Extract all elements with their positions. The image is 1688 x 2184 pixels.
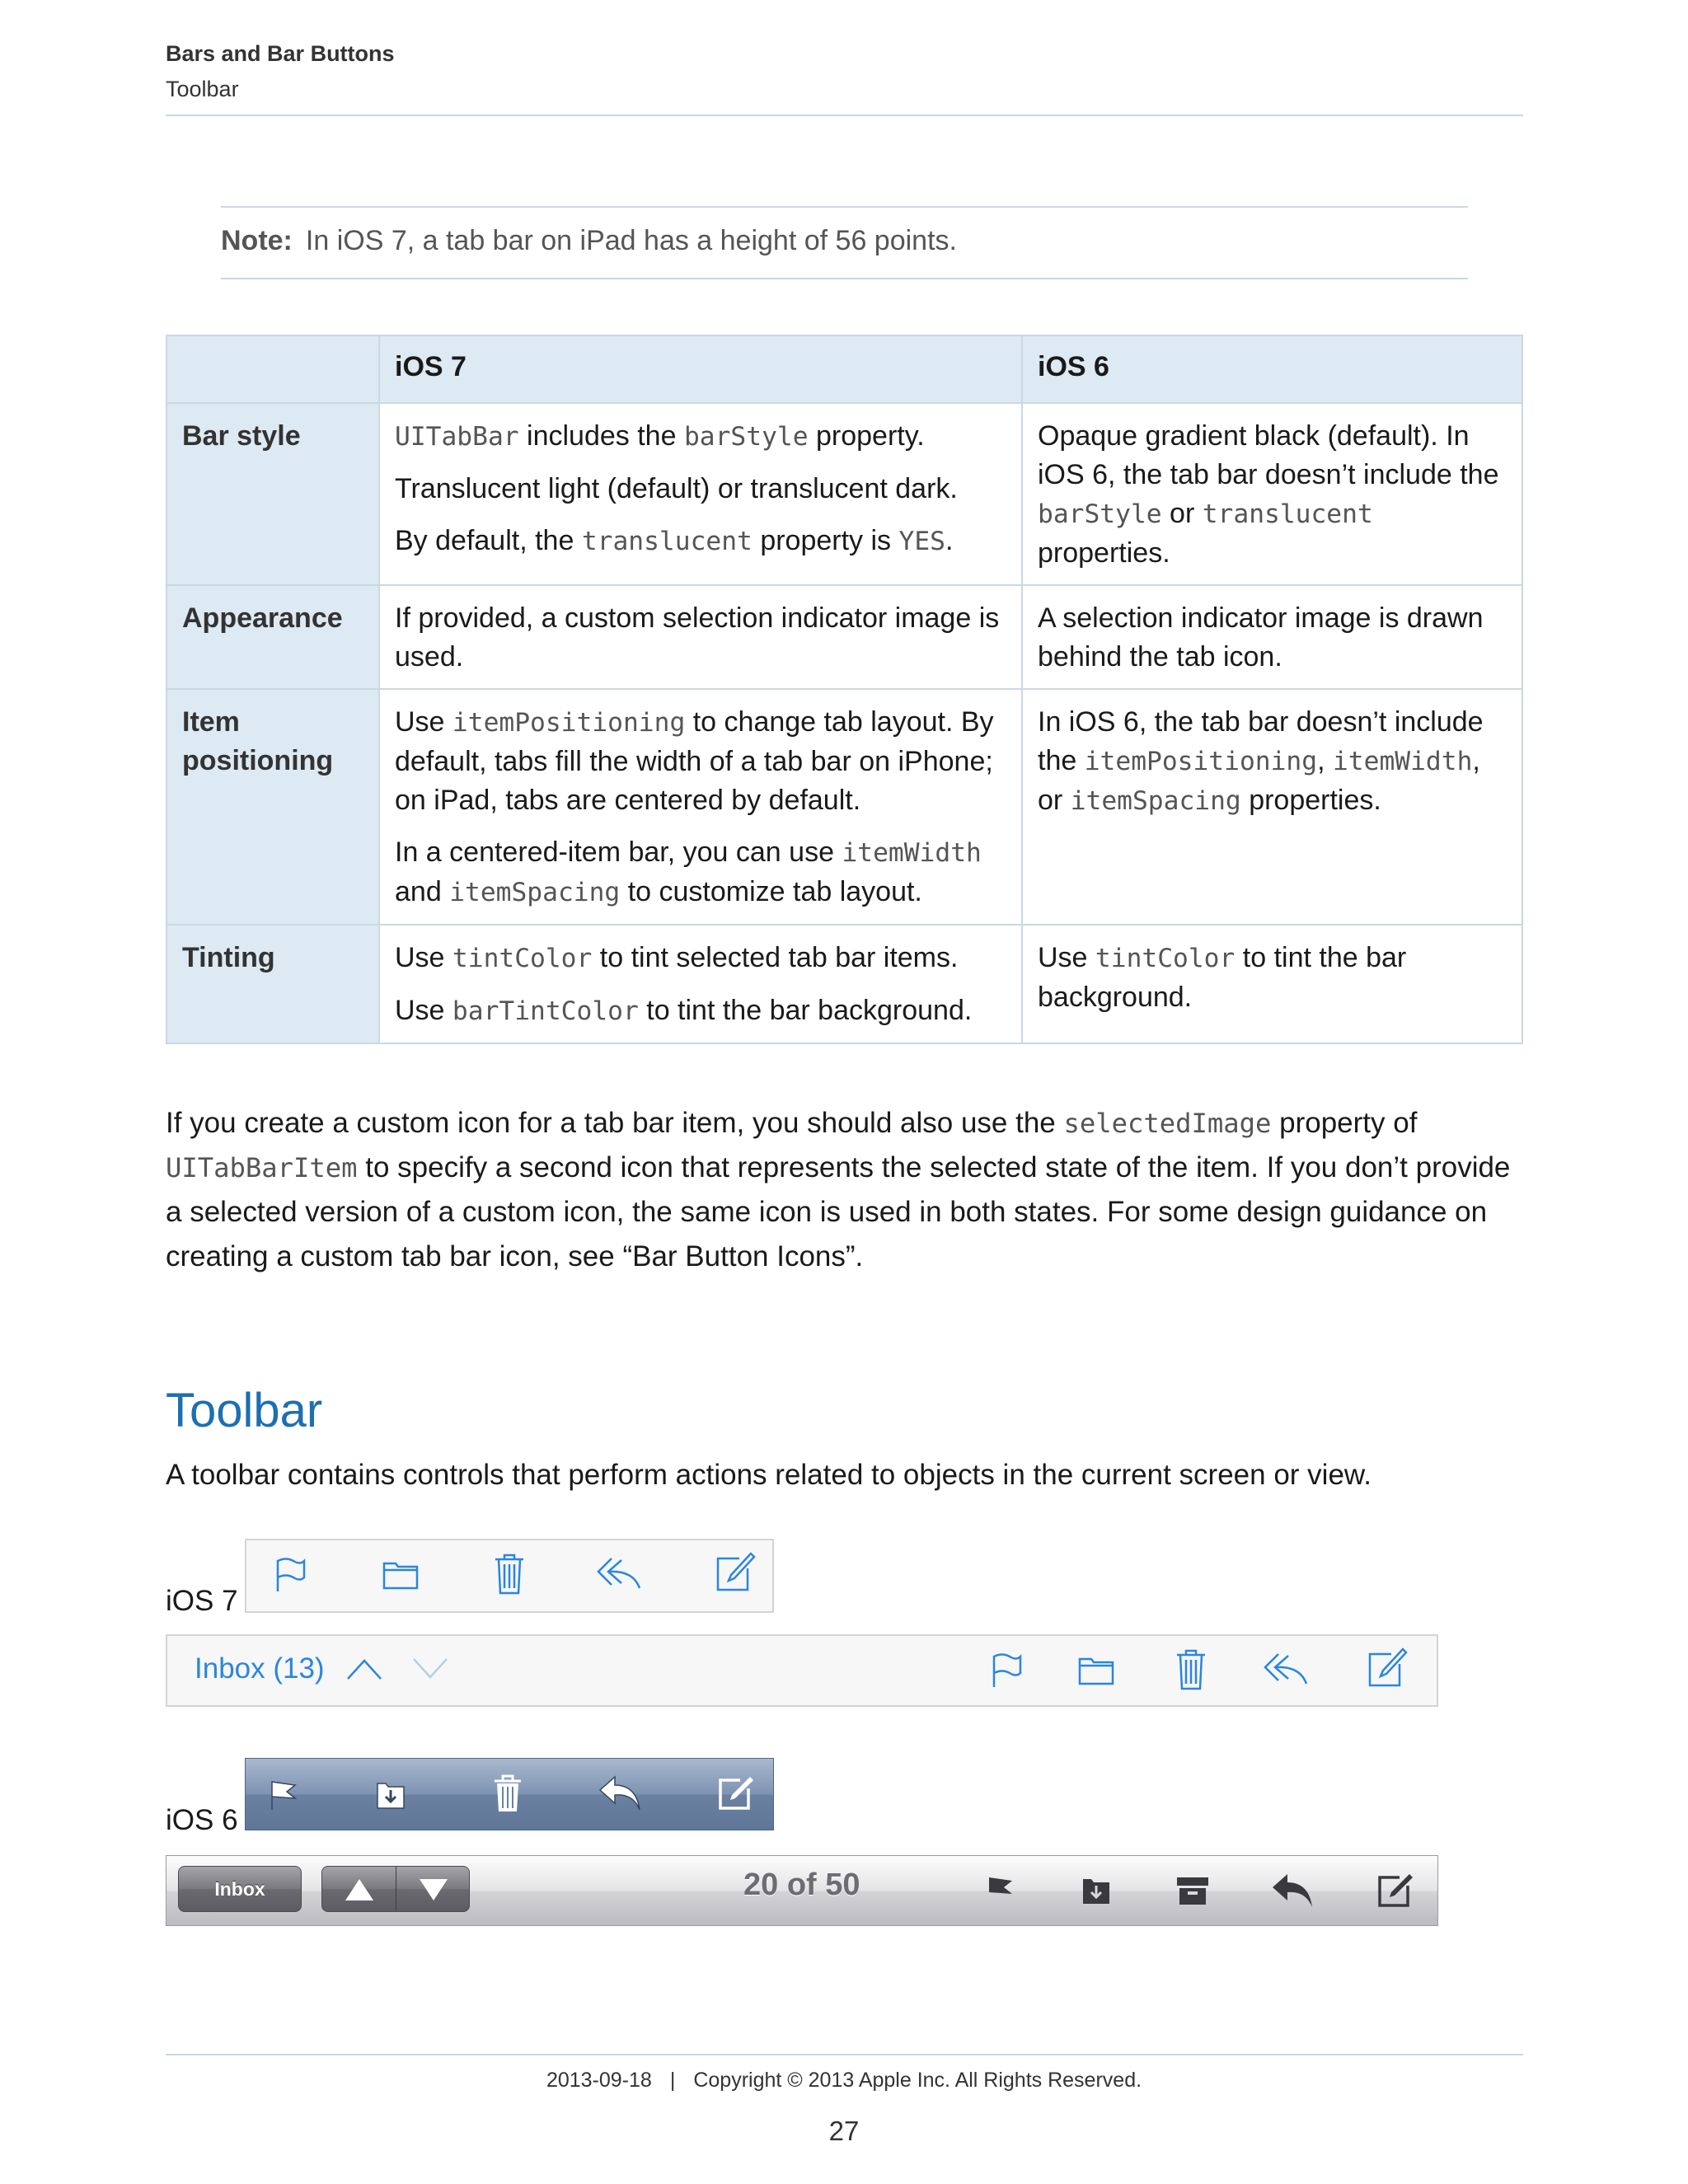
cell-text: to change tab layout. By default, tabs fill the width of a tab bar on iPhone; on iPad, tabs are centered by default. xyxy=(395,706,994,816)
ios7-compact-toolbar xyxy=(245,1539,774,1613)
cell-text: Translucent light (default) or translucent dark. xyxy=(395,473,958,504)
cell-tinting-ios7 xyxy=(379,925,1022,1043)
note-label: Note: xyxy=(221,225,293,256)
cell-text: Opaque gradient black (default). In iOS 6, the tab bar doesn’t include the xyxy=(1038,420,1499,490)
row-label-line: positioning xyxy=(182,745,334,776)
cell-text: Use xyxy=(395,995,452,1026)
ios6-wide-toolbar xyxy=(166,1855,1438,1926)
tab-bar-comparison-table xyxy=(166,335,1523,1044)
cell-text: property is xyxy=(752,525,899,556)
code-text: itemPositioning xyxy=(452,708,686,738)
row-label-bar-style: Bar style xyxy=(166,403,379,585)
note-bottom-divider xyxy=(221,278,1468,279)
paragraph-text: property of xyxy=(1271,1107,1418,1139)
flag-icon[interactable] xyxy=(984,1874,1017,1907)
compose-icon[interactable] xyxy=(1367,1646,1408,1689)
compose-icon[interactable] xyxy=(1376,1871,1414,1909)
row-label-item-positioning xyxy=(166,689,379,925)
trash-icon[interactable] xyxy=(1175,1647,1207,1690)
code-text: tintColor xyxy=(1095,944,1236,973)
section-description: A toolbar contains controls that perform actions related to objects in the current screen or view. xyxy=(166,1459,1372,1491)
row-label-line: Item xyxy=(182,706,240,738)
cell-text: . xyxy=(945,525,954,556)
cell-text: Use xyxy=(395,942,452,973)
table-header-row xyxy=(166,335,1522,403)
note-text: In iOS 7, a tab bar on iPad has a height of 56 points. xyxy=(305,225,957,256)
row-label-tinting: Tinting xyxy=(166,925,379,1043)
reply-icon[interactable] xyxy=(598,1775,643,1811)
flag-icon[interactable] xyxy=(271,1557,307,1593)
code-text: UITabBar xyxy=(395,422,519,452)
message-navigation-segmented-control xyxy=(321,1866,470,1912)
code-text: tintColor xyxy=(452,944,593,973)
message-counter: 20 of 50 xyxy=(743,1868,860,1902)
cell-text: , xyxy=(1317,745,1333,776)
code-text: barStyle xyxy=(683,422,809,452)
cell-text: In iOS 6, the tab bar doesn’t include the xyxy=(1038,706,1484,776)
footer-copyright: Copyright © 2013 Apple Inc. All Rights Reserved. xyxy=(693,2069,1142,2092)
cell-text: Use xyxy=(395,706,452,738)
down-arrow-icon[interactable] xyxy=(418,1877,449,1902)
code-text: itemPositioning xyxy=(1084,747,1318,776)
row-label-appearance: Appearance xyxy=(166,585,379,689)
compose-icon[interactable] xyxy=(715,1550,756,1593)
flag-icon[interactable] xyxy=(987,1652,1024,1689)
code-text: itemWidth xyxy=(1332,747,1473,776)
reply-icon[interactable] xyxy=(597,1555,643,1591)
cell-text: , or xyxy=(1038,745,1480,816)
code-text: itemSpacing xyxy=(449,878,621,907)
cell-text: or xyxy=(1161,498,1203,529)
code-text: selectedImage xyxy=(1063,1108,1272,1139)
ios6-label: iOS 6 xyxy=(166,1804,238,1836)
cell-text: and xyxy=(395,876,450,907)
cell-text: Use xyxy=(1038,942,1095,973)
inbox-back-button[interactable]: Inbox (13) xyxy=(195,1652,325,1685)
compose-icon[interactable] xyxy=(717,1774,755,1811)
table-row-tinting xyxy=(166,925,1522,1043)
ios7-label: iOS 7 xyxy=(166,1585,238,1617)
table-header-empty xyxy=(166,335,379,403)
cell-text: to customize tab layout. xyxy=(620,876,922,907)
cell-text: properties. xyxy=(1240,785,1381,816)
table-row-item-positioning xyxy=(166,689,1522,925)
trash-icon[interactable] xyxy=(493,1774,523,1813)
header-divider xyxy=(166,115,1523,116)
folder-icon[interactable] xyxy=(382,1558,419,1591)
trash-icon[interactable] xyxy=(494,1552,525,1595)
code-text: barTintColor xyxy=(452,996,639,1026)
cell-item-positioning-ios6 xyxy=(1022,689,1522,925)
code-text: translucent xyxy=(1202,499,1373,529)
cell-text: By default, the xyxy=(395,525,582,556)
page-number: 27 xyxy=(828,2116,860,2146)
cell-text: In a centered-item bar, you can use xyxy=(395,837,842,868)
chevron-up-icon[interactable] xyxy=(346,1657,382,1680)
table-header-ios6: iOS 6 xyxy=(1022,335,1522,403)
folder-icon[interactable] xyxy=(1080,1872,1114,1907)
table-row-appearance xyxy=(166,585,1522,689)
code-text: UITabBarItem xyxy=(166,1152,358,1183)
code-text: translucent xyxy=(581,527,753,556)
cell-item-positioning-ios7 xyxy=(379,689,1022,925)
code-text: itemWidth xyxy=(842,838,982,868)
running-header-section: Toolbar xyxy=(166,77,239,101)
cell-text: to tint the bar background. xyxy=(1038,942,1407,1013)
cell-bar-style-ios7 xyxy=(379,403,1022,585)
cell-bar-style-ios6 xyxy=(1022,403,1522,585)
code-text: YES xyxy=(898,527,945,556)
cell-appearance-ios7: If provided, a custom selection indicator image is used. xyxy=(379,585,1022,689)
footer xyxy=(0,2069,1688,2093)
up-arrow-icon[interactable] xyxy=(344,1877,375,1902)
code-text: barStyle xyxy=(1038,499,1162,529)
archive-icon[interactable] xyxy=(1175,1874,1210,1907)
note-top-divider xyxy=(221,206,1468,208)
paragraph-text: to specify a second icon that represents the selected state of the item. If you don’t provide a selected version of a custom icon, the same icon is used in both states. For some design guidance on creating a custom tab bar icon, see “Bar Button Icons”. xyxy=(166,1151,1511,1272)
flag-icon[interactable] xyxy=(267,1779,300,1811)
note xyxy=(221,225,957,257)
cell-text: to tint selected tab bar items. xyxy=(592,942,959,973)
body-paragraph xyxy=(166,1101,1534,1279)
cell-text: property. xyxy=(808,420,925,452)
cell-tinting-ios6 xyxy=(1022,925,1522,1043)
footer-date: 2013-09-18 xyxy=(546,2069,652,2092)
section-title: Toolbar xyxy=(166,1384,323,1437)
paragraph-text: If you create a custom icon for a tab bar item, you should also use the xyxy=(166,1107,1064,1139)
cell-text: to tint the bar background. xyxy=(638,995,973,1026)
chevron-down-icon[interactable] xyxy=(412,1657,448,1680)
code-text: itemSpacing xyxy=(1070,786,1241,816)
ios7-wide-toolbar xyxy=(166,1634,1438,1707)
cell-text: includes the xyxy=(518,420,684,452)
reply-icon[interactable] xyxy=(1271,1872,1315,1909)
table-row-bar-style xyxy=(166,403,1522,585)
table-header-ios7: iOS 7 xyxy=(379,335,1022,403)
footer-divider xyxy=(166,2054,1523,2055)
cell-appearance-ios6: A selection indicator image is drawn behind the tab icon. xyxy=(1022,585,1522,689)
inbox-back-button[interactable]: Inbox xyxy=(178,1866,302,1912)
folder-icon[interactable] xyxy=(374,1777,409,1811)
ios6-compact-toolbar xyxy=(245,1758,774,1830)
cell-text: properties. xyxy=(1038,537,1170,569)
footer-separator: | xyxy=(669,2069,676,2092)
running-header-chapter: Bars and Bar Buttons xyxy=(166,41,395,66)
reply-icon[interactable] xyxy=(1264,1651,1310,1687)
folder-icon[interactable] xyxy=(1078,1654,1114,1687)
